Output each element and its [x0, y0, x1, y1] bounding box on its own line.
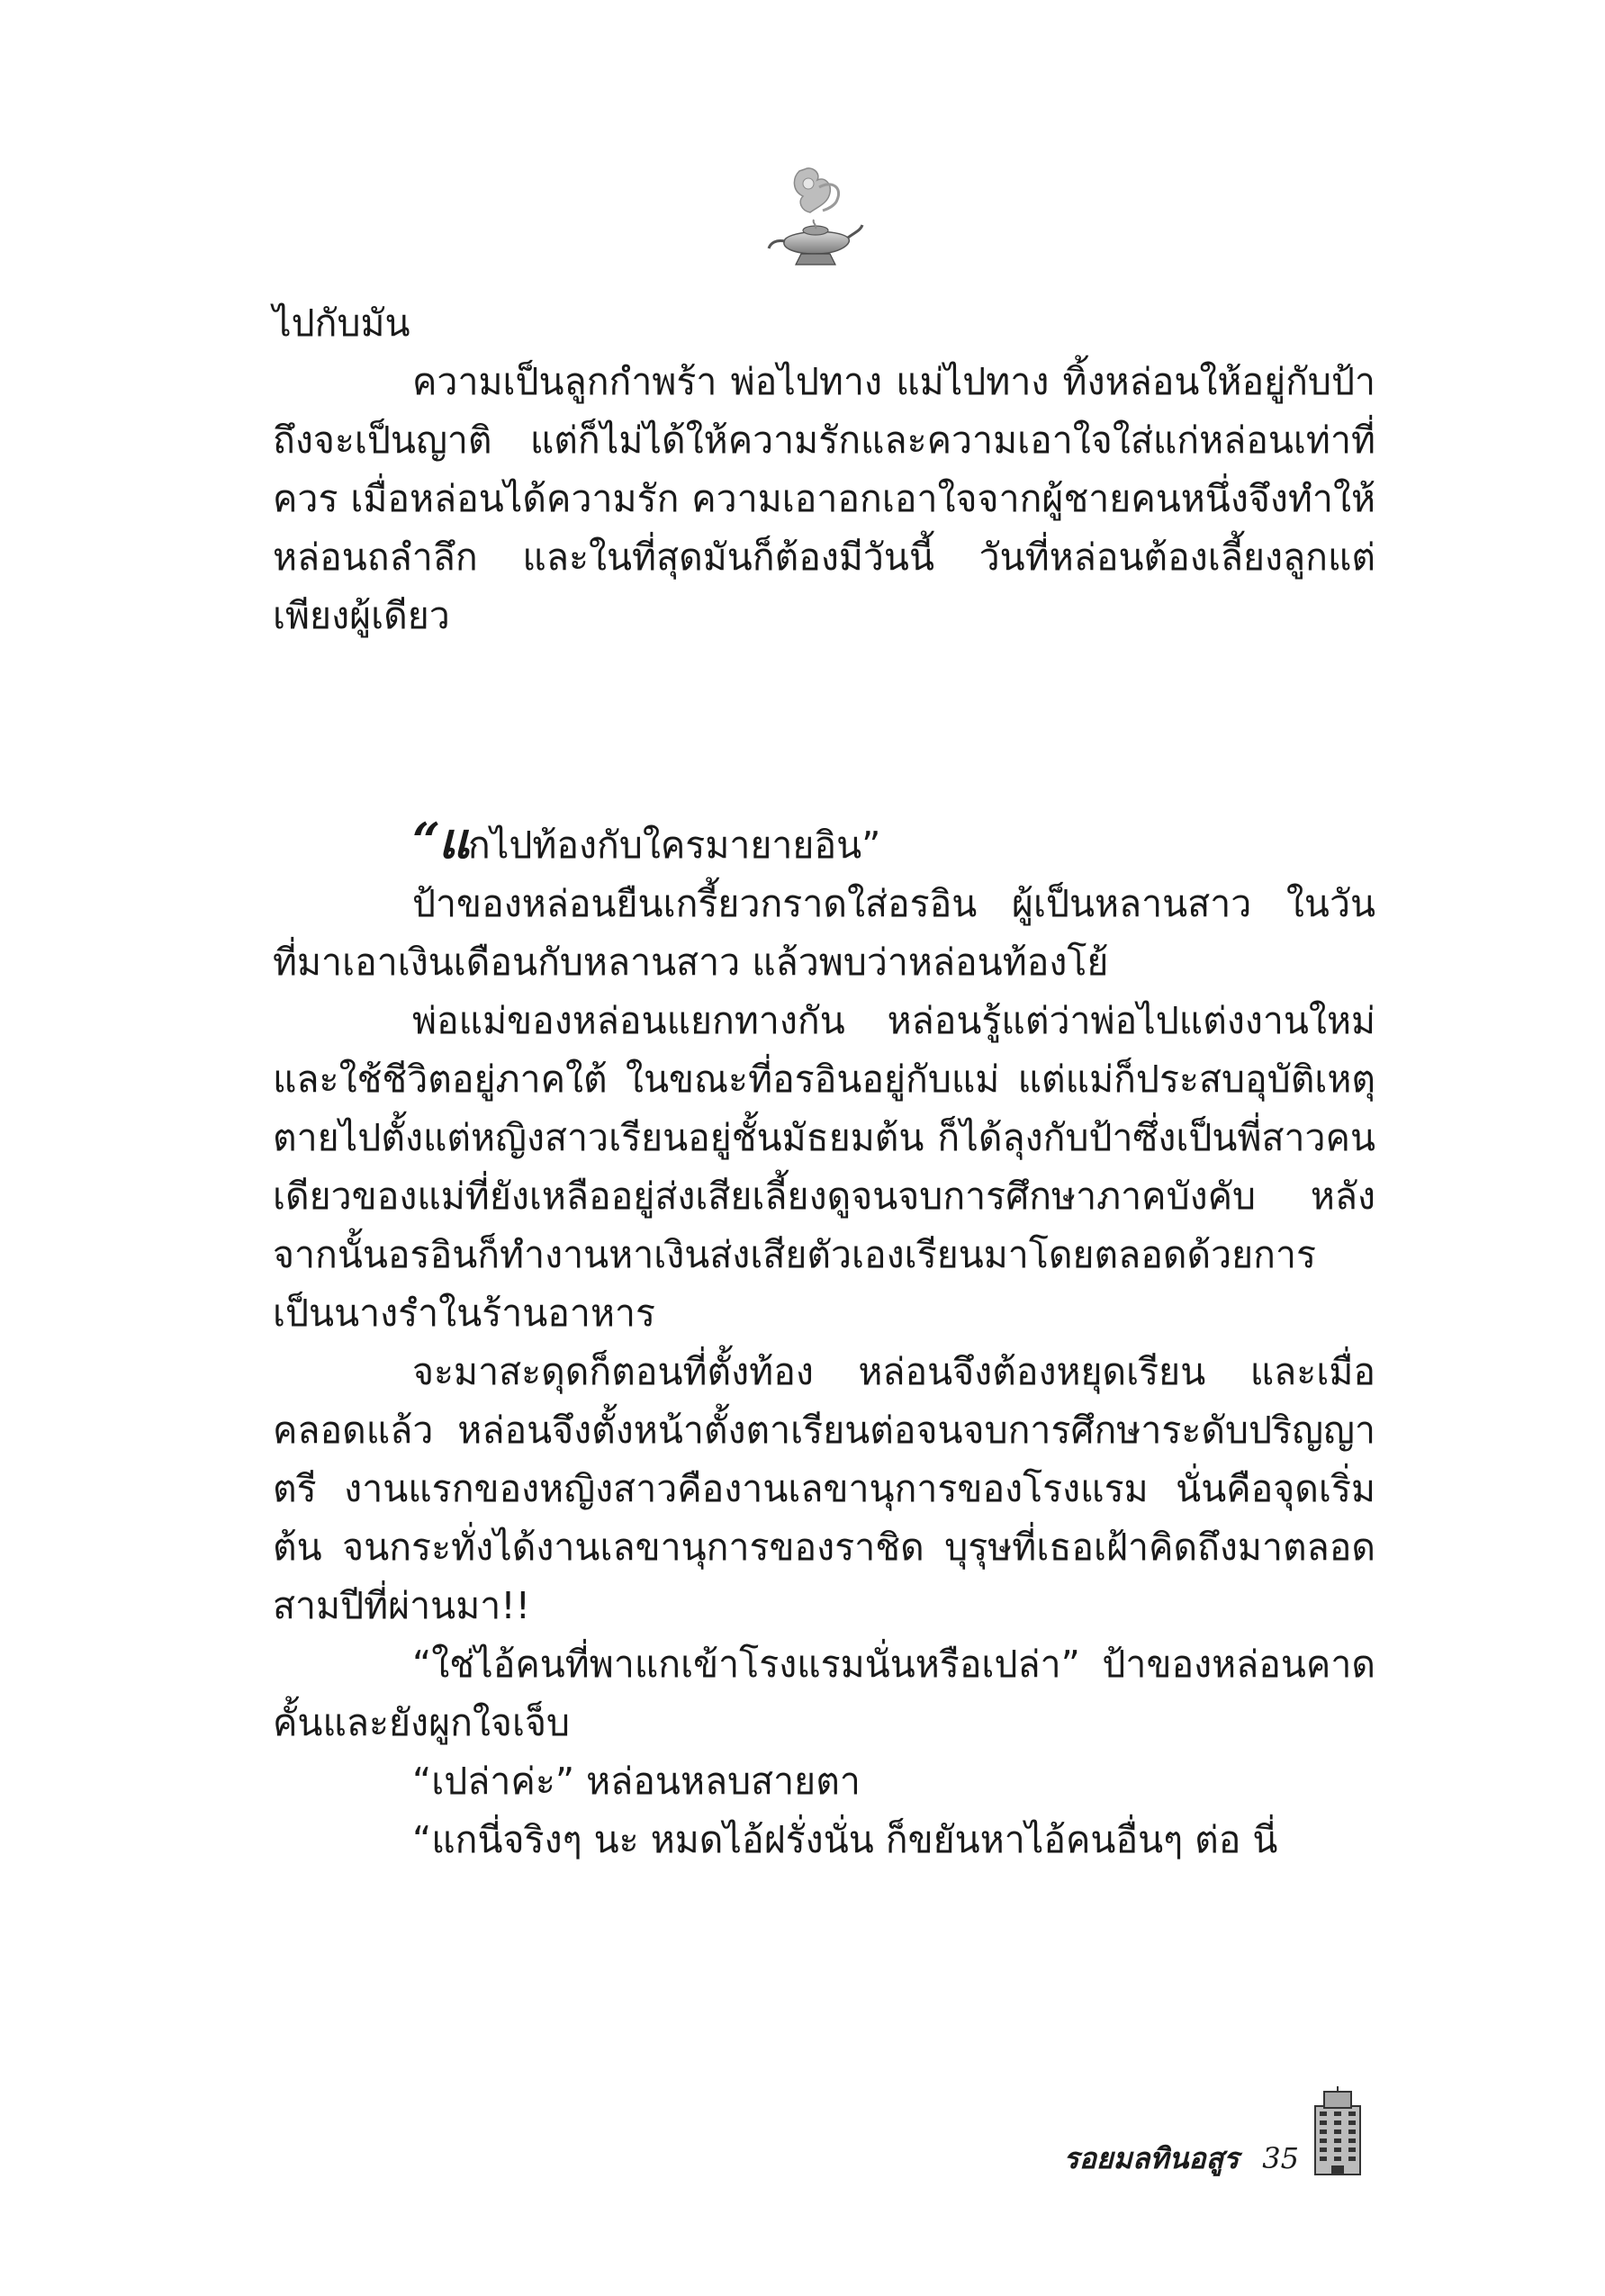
section-opening-line: [273, 812, 1375, 875]
paragraph: “ใช่ไอ้คนที่พาแกเข้าโรงแรมนั่นหรือเปล่า” ป้าของหล่อนคาดคั้นและยังผูกใจเจ็บ: [273, 1643, 1375, 1744]
genie-lamp-icon: [765, 160, 864, 277]
building-icon: [1312, 2086, 1364, 2176]
paragraph: “เปล่าค่ะ” หล่อนหลบสายตา: [412, 1760, 861, 1803]
paragraph: “แกนี่จริงๆ นะ หมดไอ้ฝรั่งนั่น ก็ขยันหาไอ้คนอื่นๆ ต่อ นี่: [412, 1818, 1278, 1861]
opening-line-text: กไปท้องกับใครมายายอิน”: [467, 824, 881, 867]
page-footer: [1064, 2086, 1364, 2176]
text-section-2: [273, 812, 1375, 1869]
continuation-line: ไปกับมัน: [273, 302, 410, 345]
page-number: 35: [1262, 2141, 1299, 2175]
paragraph: ป้าของหล่อนยืนเกรี้ยวกราดใส่อรอิน ผู้เป็นหลานสาว ในวันที่มาเอาเงินเดือนกับหลานสาว แล้วพบว่าหล่อนท้องโย้: [273, 882, 1375, 984]
drop-cap: “แ: [412, 812, 468, 869]
paragraph: จะมาสะดุดก็ตอนที่ตั้งท้อง หล่อนจึงต้องหยุดเรียน และเมื่อคลอดแล้ว หล่อนจึงตั้งหน้าตั้งตาเรียนต่อจนจบการศึกษาระดับปริญญาตรี งานแรกของหญิงสาวคืองานเลขานุการของโรงแรม นั่นคือจุดเริ่มต้น จนกระทั่งได้งานเลขานุการของราชิด บุรุษที่เธอเฝ้าคิดถึงมาตลอดสามปีที่ผ่านมา!!: [273, 1350, 1375, 1627]
text-section-1: [273, 294, 1375, 645]
paragraph: ความเป็นลูกกำพร้า พ่อไปทาง แม่ไปทาง ทิ้งหล่อนให้อยู่กับป้า ถึงจะเป็นญาติ แต่ก็ไม่ได้ให้ความรักและความเอาใจใส่แก่หล่อนเท่าที่ควร เมื่อหล่อนได้ความรัก ความเอาอกเอาใจจากผู้ชายคนหนึ่งจึงทำให้หล่อนถลำลึก และในที่สุดมันก็ต้องมีวันนี้ วันที่หล่อนต้องเลี้ยงลูกแต่เพียงผู้เดียว: [273, 360, 1375, 637]
paragraph: พ่อแม่ของหล่อนแยกทางกัน หล่อนรู้แต่ว่าพ่อไปแต่งงานใหม่และใช้ชีวิตอยู่ภาคใต้ ในขณะที่อรอินอยู่กับแม่ แต่แม่ก็ประสบอุบัติเหตุตายไปตั้งแต่หญิงสาวเรียนอยู่ชั้นมัธยมต้น ก็ได้ลุงกับป้าซึ่งเป็นพี่สาวคนเดียวของแม่ที่ยังเหลืออยู่ส่งเสียเลี้ยงดูจนจบการศึกษาภาคบังคับ หลังจากนั้นอรอินก็ทำงานหาเงินส่งเสียตัวเองเรียนมาโดยตลอดด้วยการเป็นนางรำในร้านอาหาร: [273, 999, 1375, 1335]
book-title: รอยมลทินอสูร: [1063, 2141, 1240, 2175]
